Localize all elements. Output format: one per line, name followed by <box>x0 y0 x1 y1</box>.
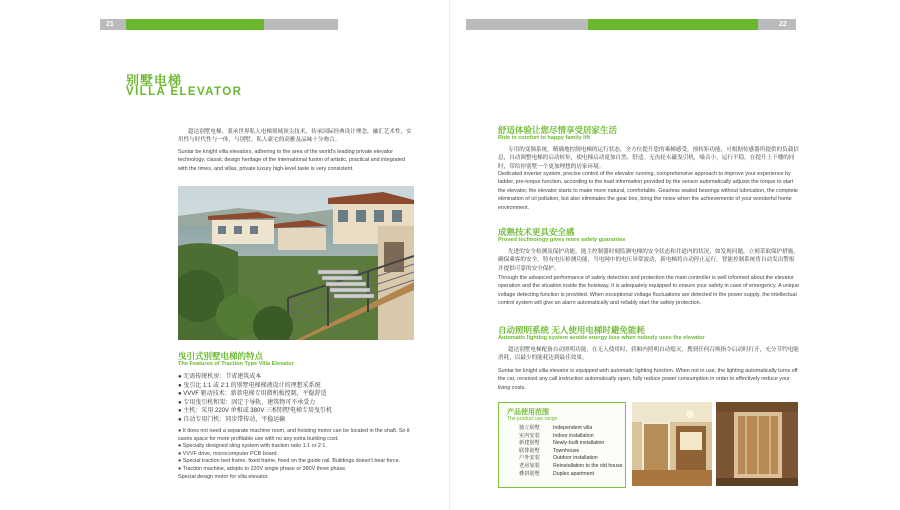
range-en: Indoor installation <box>553 432 594 439</box>
range-row <box>519 425 623 433</box>
section-body-cn: 专用的变频系统，精确地控制电梯的运行状态，全方位提升您的乘梯感受，预转矩功能，可根据传感器所提供的负载信息，自动调整电梯的启动转矩，使电梯启动更加自然、舒适。无齿轮永磁曳引机，噪音小，运行平稳，在提升上下楼的同时，带给你别墅一个更加理想的居家环境。 <box>498 147 799 170</box>
section-body-en: Dedicated inverter system, precise control of the elevator running, comprehensive approach to improve your experience by ladder, pre-torque function, according to the load information provided by the sensor automatically adjusts the torque to start the elevator, the elevator starts to make more natural, comfortable. Gearless sealed bearings without lubrication, the complete elimination of oil pollution, but also eliminates the gear box, bring the noise when the achievements of your wonderful home environment. <box>498 171 798 211</box>
feature-en-item: ● Traction machine, adopts to 220V single phase or 380V three phase. <box>178 465 347 472</box>
right-page <box>450 0 900 510</box>
range-en: Newly-built installation <box>553 440 605 447</box>
range-en: Outdoor installation <box>553 455 598 462</box>
feature-en-item: ● Special traction bed frame, fixed frame, fixed on the guide rail. Buildings doesn't bear force. <box>178 458 401 465</box>
section-body-cn: 超达别墅电梯配备自动照明功能，在无人使用时，轿厢内照明自动熄灭，搜到任何召唤指令启动时打开，充分节约电能消耗，以最少的能耗达到最佳效果。 <box>498 347 799 362</box>
range-cn: 独立别墅 <box>519 425 540 431</box>
range-cn: 老房加装 <box>519 462 540 469</box>
range-cn: 新建别墅 <box>519 440 540 447</box>
elevator-cabin-photo <box>716 402 798 486</box>
green-header-bar <box>588 19 758 30</box>
section-title-en: Proved technology gives more safety guarantee <box>498 237 626 243</box>
feature-en-item: Special design motor for villa elevator. <box>178 473 269 480</box>
feature-en-item: ● It does not need a separate machine room, and hoisting motor can be located in the shaft. So it saves space for more profitable use with no any extra building cost. <box>178 428 410 442</box>
feature-cn-item: ● 主机：采用 220V 单相或 380V 三相别墅电梯专用曳引机 <box>178 408 332 415</box>
range-cn: 户外安装 <box>519 455 540 462</box>
intro-en: Suntar be knight villa elevators, adhering to the area of the world's leading private elevator technology, classic design heritage of the international fusion of artistic, practical and integrated with the times, and villas, private luxury high-level taste is very consistent. <box>178 149 406 172</box>
range-cn: 联排别墅 <box>519 447 540 454</box>
features-title-en: The Features of Traction Type Villa Elevator <box>178 361 294 367</box>
feature-cn-item: ● 曳引比 1:1 或 2:1 的别墅电梯梯液设计的理想采系统 <box>178 382 321 389</box>
section-title-en: Automatic lighting system avoids energy loss when nobody uses the elevator <box>498 335 705 341</box>
feature-cn-item: ● 无需传统机房：节省建筑成本 <box>178 374 262 380</box>
range-title-cn: 产品使用范围 <box>507 409 549 416</box>
section-title-cn: 自动照明系统 无人使用电梯时避免能耗 <box>498 325 645 335</box>
page-number: 21 <box>106 21 114 28</box>
range-list <box>519 425 623 478</box>
range-title-en: The product use range <box>507 416 558 422</box>
page-title-cn: 别墅电梯 <box>126 73 183 88</box>
gray-header-bar <box>466 19 588 30</box>
section-body-en: Through the advanced performance of safety detection and protection the main controller is well informed about the elevator operation and the situation inside the hoistway. It is adequately equipped to ensure your safety in case of emergency. A unique voltage detecting function is provided. When exceptional voltage fluctuations are detected in the power supply, the intellectual control system will give an alarm automatically and reliably start the safety protection. <box>498 275 799 307</box>
feature-cn-item: ● 自动专用门机：同步带传动，平稳运输 <box>178 416 286 423</box>
page-title-en: VILLA ELEVATOR <box>126 86 243 98</box>
range-en: Reinstallation to the old house <box>553 462 623 469</box>
section-body-en: Suntar be knight villa elevator is equipped with automatic lighting function. When not in use, the lighting automatically turns off the car, received any call instruction automatically open, fully reduce power consumption in order to effectively reduce your living costs. <box>498 368 798 391</box>
feature-cn-item: ● 专用曳引机和架：固定于导轨，建筑物可不承受力 <box>178 399 316 406</box>
intro-cn: 超达别墅电梯，秉承世界私人电梯领域顶尖技术，传承国际经典设计理念，融汇艺术性，实用性与时代性与一体，与别墅、私人豪宅的高雅及品味十分吻合。 <box>178 129 412 144</box>
villa-photo <box>178 186 414 340</box>
feature-cn-item: ● VVVF 驱动技术：新款电梯专用微机板控制，平稳舒适 <box>178 391 327 398</box>
gray-header-bar <box>264 19 338 30</box>
range-en: Duplex apartment <box>553 470 594 477</box>
features-title-cn: 曳引式别墅电梯的特点 <box>178 351 264 361</box>
green-header-bar <box>126 19 264 30</box>
section-title-cn: 舒适体验让您尽情享受居家生活 <box>498 125 618 135</box>
page-number: 22 <box>779 21 787 28</box>
features-cn-list <box>178 373 414 425</box>
range-cn: 室内安装 <box>519 432 540 439</box>
section-title-en: Ride in comfort to happy family lift <box>498 135 590 141</box>
range-en: Independent villa <box>553 425 593 431</box>
range-row <box>519 440 623 448</box>
interior-photo <box>632 402 712 486</box>
feature-en-item: ● Specially designed sling system with traction ratio 1:1 or 2:1. <box>178 443 327 450</box>
page-number-bar <box>758 19 796 30</box>
section-title-cn: 成熟技术更具安全感 <box>498 227 575 237</box>
range-en: Townhouse <box>553 447 580 454</box>
range-row <box>519 471 623 479</box>
section-body-cn: 先进的安全检测及保护功能，能主控制器时刻监测电梯的安全状态和井道内的状况，如发现问题，立刻采取保护措施，确保乘客的安全。特有电压检测功能，当电网中的电压异常波动，新电梯将自动停止运行，智能控制系统将自动发出警报并提供可靠的安全保护。 <box>498 249 799 272</box>
range-row <box>519 463 623 471</box>
feature-en-item: ● VVVF drive, microcomputer PCB board. <box>178 450 279 457</box>
product-range-box <box>498 402 626 488</box>
range-cn: 叠拼别墅 <box>519 470 540 477</box>
range-row <box>519 455 623 463</box>
features-en-list <box>178 428 416 481</box>
